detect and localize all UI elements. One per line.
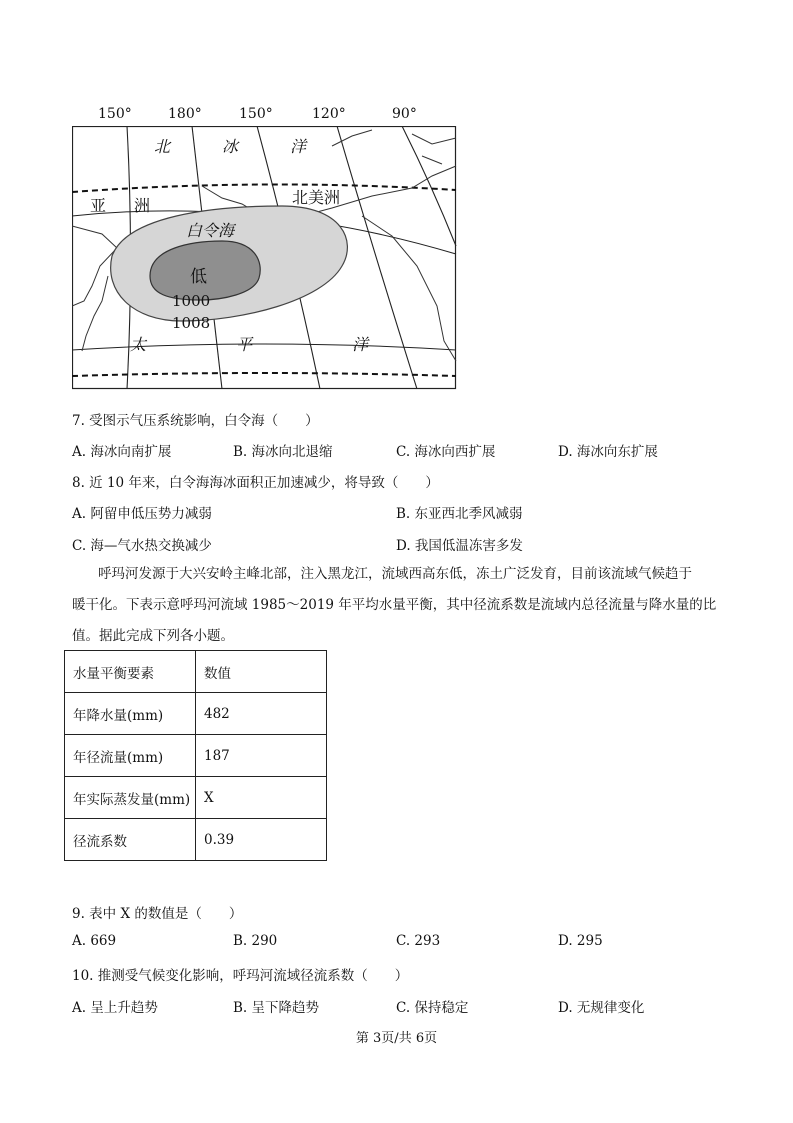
question-10-stem: 10. 推测受气候变化影响，呼玛河流域径流系数（ ） [72,968,409,984]
low-pressure-label: 低 [190,267,207,287]
q8-option-c: C. 海—气水热交换减少 [72,538,212,554]
passage-line: 呼玛河发源于大兴安岭主峰北部，注入黑龙江，流域西高东低，冻土广泛发育，目前该流域气候趋于 [98,566,692,582]
isobar-1000-label: 1000 [172,292,211,310]
question-9-stem: 9. 表中 X 的数值是（ ） [72,906,243,922]
q7-option-c: C. 海冰向西扩展 [396,444,496,460]
longitude-label: 90° [392,106,417,122]
water-balance-table [64,650,327,861]
q10-option-d: D. 无规律变化 [558,1000,645,1016]
table-header-cell: 水量平衡要素 [65,651,196,693]
arctic-ocean-label: 洋 [290,137,307,156]
table-row [65,777,327,819]
table-cell: 482 [196,693,327,735]
q9-option-c: C. 293 [396,933,441,949]
q10-option-b: B. 呈下降趋势 [233,1000,320,1016]
question-7-stem: 7. 受图示气压系统影响，白令海（ ） [72,413,319,429]
arctic-ocean-label: 北 [154,137,171,156]
table-row [65,735,327,777]
bering-sea-label: 白令海 [186,221,235,240]
table-cell: 年降水量(mm) [65,693,196,735]
table-cell: 年径流量(mm) [65,735,196,777]
table-row [65,819,327,861]
table-cell: 0.39 [196,819,327,861]
passage-line: 暖干化。下表示意呼玛河流域 1985～2019 年平均水量平衡，其中径流系数是流域内总径流量与降水量的比 [72,597,717,613]
page-number: 第 3页/共 6页 [355,1031,438,1046]
longitude-label: 150° [98,106,132,122]
q7-option-a: A. 海冰向南扩展 [72,444,172,460]
q7-option-d: D. 海冰向东扩展 [558,444,658,460]
passage-line: 值。据此完成下列各小题。 [72,628,234,644]
table-cell: X [196,777,327,819]
q10-option-a: A. 呈上升趋势 [72,1000,158,1016]
q9-option-d: D. 295 [558,933,603,949]
table-cell: 年实际蒸发量(mm) [65,777,196,819]
table-row [65,693,327,735]
pacific-ocean-label: 平 [236,335,253,354]
q9-option-b: B. 290 [233,933,278,949]
question-8-stem: 8. 近 10 年来，白令海海冰面积正加速减少，将导致（ ） [72,475,439,491]
table-cell: 径流系数 [65,819,196,861]
table-header-row [65,651,327,693]
pacific-ocean-label: 太 [130,335,147,354]
q7-option-b: B. 海冰向北退缩 [233,444,333,460]
table-cell: 187 [196,735,327,777]
q8-option-d: D. 我国低温冻害多发 [396,538,523,554]
q8-option-a: A. 阿留申低压势力减弱 [72,506,212,522]
pacific-ocean-label: 洋 [352,335,369,354]
north-america-label: 北美洲 [292,188,341,207]
asia-label: 洲 [134,196,151,215]
table-header-cell: 数值 [196,651,327,693]
q10-option-c: C. 保持稳定 [396,1000,469,1016]
isobar-1008-label: 1008 [172,314,211,332]
arctic-ocean-label: 冰 [222,137,239,156]
q9-option-a: A. 669 [72,933,117,949]
longitude-label: 180° [168,106,202,122]
longitude-label: 120° [312,106,346,122]
longitude-label: 150° [239,106,273,122]
asia-label: 亚 [90,196,107,215]
q8-option-b: B. 东亚西北季风减弱 [396,506,523,522]
